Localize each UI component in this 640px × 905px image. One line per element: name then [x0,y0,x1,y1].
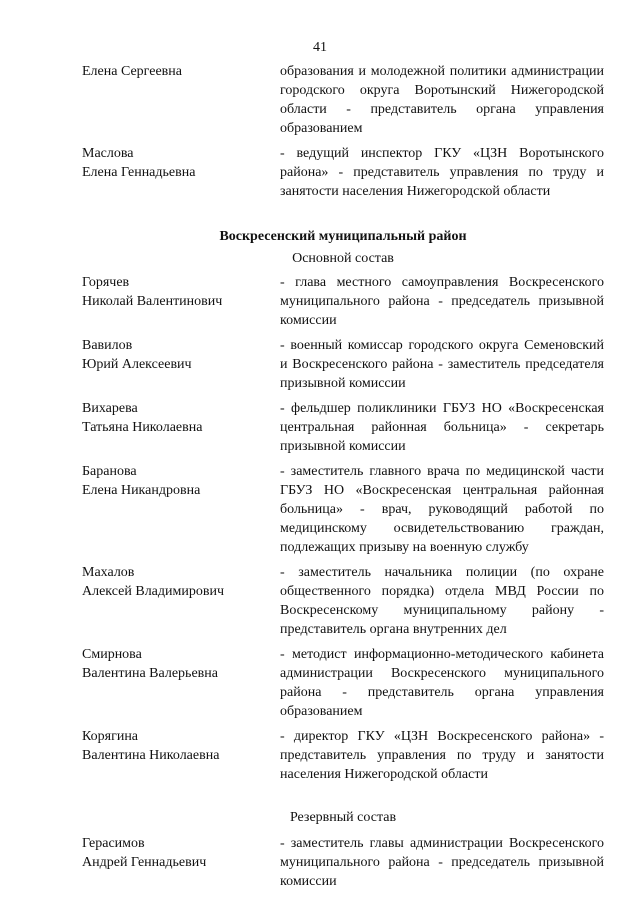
member-given-names: Алексей Владимирович [82,584,225,599]
member-role: - методист информационно-методического кабинета администрации Воскресенского муниципального района - представитель органа управления образованием [280,647,604,719]
member-entry [82,834,604,891]
page-content [82,62,604,891]
member-role: - заместитель начальника полиции (по охране общественного порядка) отдела МВД России по Воскресенскому муниципальному району - представитель органа внутренних дел [280,565,604,637]
member-given-names: Елена Геннадьевна [82,165,196,180]
member-name [82,62,280,81]
member-entry [82,462,604,557]
member-entry [82,727,604,784]
member-entry [82,399,604,456]
member-entry [82,563,604,639]
member-given-names: Елена Никандровна [82,483,201,498]
member-role: - заместитель главы администрации Воскресенского муниципального района - председатель призывной комиссии [280,836,604,889]
member-surname: Махалов [82,565,135,580]
main-composition-heading: Основной состав [292,251,394,266]
member-entry [82,336,604,393]
member-entry [82,645,604,721]
member-role: - фельдшер поликлиники ГБУЗ НО «Воскресенская центральная районная больница» - секретарь призывной комиссии [280,401,604,454]
member-name [82,336,280,374]
member-role: - военный комиссар городского округа Семеновский и Воскресенского района - заместитель председателя призывной комиссии [280,338,604,391]
member-given-names: Андрей Геннадьевич [82,855,207,870]
member-surname: Корягина [82,729,139,744]
member-surname: Баранова [82,464,137,479]
member-given-names: Татьяна Николаевна [82,420,203,435]
member-name-line: Елена Сергеевна [82,64,182,79]
reserve-composition-heading: Резервный состав [289,810,397,825]
member-given-names: Николай Валентинович [82,294,223,309]
member-surname: Герасимов [82,836,145,851]
member-name [82,273,280,311]
member-role: образования и молодежной политики администрации городского округа Воротынский Нижегородской области - представитель органа управления образованием [280,64,604,136]
member-role: - директор ГКУ «ЦЗН Воскресенского района» - представитель управления по труду и занятости населения Нижегородской области [280,729,604,782]
member-surname: Горячев [82,275,130,290]
member-name [82,563,280,601]
member-surname: Вихарева [82,401,138,416]
member-surname: Смирнова [82,647,142,662]
section-title: Воскресенский муниципальный район [219,229,467,244]
member-role: - глава местного самоуправления Воскресенского муниципального района - председатель призывной комиссии [280,275,604,328]
member-given-names: Валентина Валерьевна [82,666,218,681]
member-name [82,645,280,683]
member-entry [82,273,604,330]
member-role: - заместитель главного врача по медицинской части ГБУЗ НО «Воскресенская центральная районная больница» - врач, руководящий работой по медицинскому освидетельствованию граждан, подлежащих призыву на военную службу [280,464,604,555]
member-name [82,834,280,872]
member-given-names: Валентина Николаевна [82,748,220,763]
member-given-names: Юрий Алексеевич [82,357,192,372]
member-name [82,144,280,182]
page-number: 41 [313,40,327,55]
member-entry [82,62,604,138]
member-surname: Вавилов [82,338,133,353]
member-name [82,462,280,500]
member-entry [82,144,604,201]
member-name [82,399,280,437]
member-role: - ведущий инспектор ГКУ «ЦЗН Воротынского района» - представитель управления по труду и занятости населения Нижегородской области [280,146,604,199]
member-surname: Маслова [82,146,134,161]
member-name [82,727,280,765]
